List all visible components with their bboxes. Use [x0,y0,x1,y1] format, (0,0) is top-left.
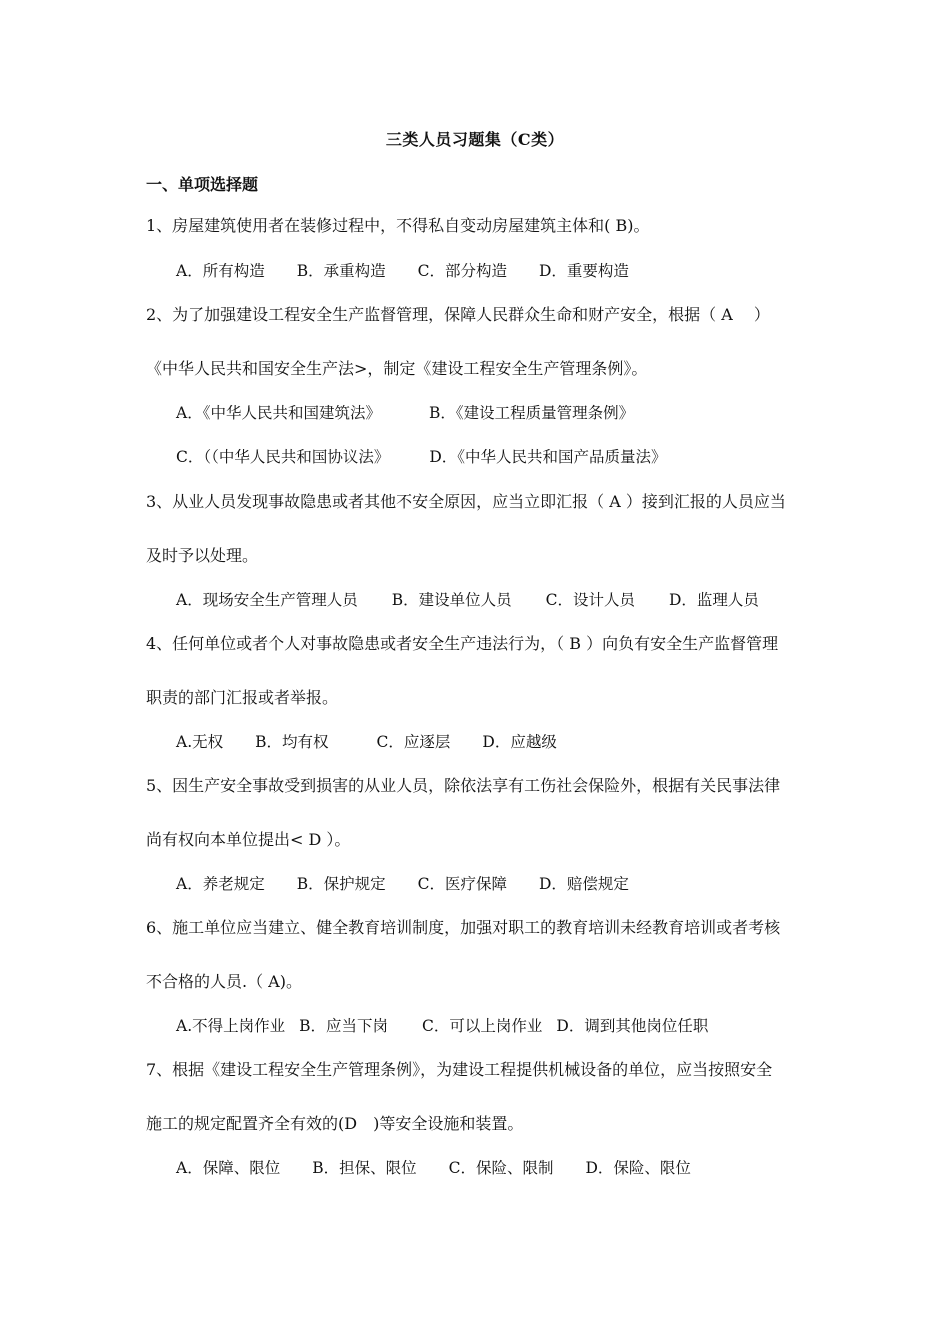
option-b: B．均有权 [255,733,329,751]
option-a: A．养老规定 [176,875,265,893]
section-heading: 一、单项选择题 [146,175,259,194]
option-a: A．所有构造 [176,262,265,280]
question-7-options [176,1158,691,1178]
option-d: D．赔偿规定 [538,875,629,893]
question-7-line-2: 施工的规定配置齐全有效的(D )等安全设施和装置。 [146,1114,524,1133]
option-c: C．医疗保障 [417,875,507,893]
question-4-line-1: 4、任何单位或者个人对事故隐患或者安全生产违法行为，（ B ）向负有安全生产监督管理 [146,634,779,653]
document-title: 三类人员习题集（C类） [385,130,565,149]
option-b: B．保护规定 [296,875,386,893]
question-7-line-1: 7、根据《建设工程安全生产管理条例》，为建设工程提供机械设备的单位，应当按照安全 [146,1060,773,1079]
option-d: D．应越级 [482,733,557,751]
option-a: A.不得上岗作业 [176,1017,286,1035]
question-2-line-1: 2、为了加强建设工程安全生产监督管理，保障人民群众生命和财产安全，根据（ A ） [146,305,770,324]
option-b: B．《建设工程质量管理条例》 [428,404,635,422]
question-5-line-1: 5、因生产安全事故受到损害的从业人员，除依法享有工伤社会保险外，根据有关民事法律 [146,776,781,795]
question-3-options [176,590,759,610]
option-b: B．承重构造 [296,262,386,280]
question-6-options [176,1016,708,1036]
option-a: A．保障、限位 [176,1159,281,1177]
option-c: C．保险、限制 [448,1159,554,1177]
question-2-options-row-1 [176,403,634,423]
option-b: B．建设单位人员 [391,591,512,609]
option-a: A.无权 [176,733,224,751]
option-d: D．保险、限位 [585,1159,691,1177]
question-4-options [176,732,557,752]
option-d: D．调到其他岗位任职 [556,1017,709,1035]
question-1-options [176,261,629,281]
question-1-line-1: 1、房屋建筑使用者在装修过程中，不得私自变动房屋建筑主体和( B)。 [146,216,650,235]
question-3-line-1: 3、从业人员发现事故隐患或者其他不安全原因，应当立即汇报（ A ）接到汇报的人员应当 [146,492,786,511]
option-d: D．重要构造 [538,262,629,280]
question-2-options-row-2 [176,447,667,467]
option-a: A．现场安全生产管理人员 [176,591,358,609]
option-a: A．《中华人民共和国建筑法》 [176,404,381,422]
question-5-line-2: 尚有权向本单位提出< D ）。 [146,830,351,849]
option-c: C．应逐层 [376,733,451,751]
question-5-options [176,874,629,894]
option-c: C．（（中华人民共和国协议法》 [176,448,390,466]
question-6-line-2: 不合格的人员.（ A)。 [146,972,302,991]
option-b: B．应当下岗 [299,1017,389,1035]
option-d: D．监理人员 [668,591,759,609]
option-c: C．可以上岗作业 [422,1017,543,1035]
option-d: D．《中华人民共和国产品质量法》 [429,448,667,466]
question-4-line-2: 职责的部门汇报或者举报。 [146,688,339,707]
option-c: C．设计人员 [545,591,635,609]
option-c: C．部分构造 [417,262,507,280]
question-2-line-2: 《中华人民共和国安全生产法>，制定《建设工程安全生产管理条例》。 [146,359,648,378]
option-b: B．担保、限位 [312,1159,417,1177]
question-3-line-2: 及时予以处理。 [146,546,259,565]
question-6-line-1: 6、施工单位应当建立、健全教育培训制度，加强对职工的教育培训未经教育培训或者考核 [146,918,781,937]
